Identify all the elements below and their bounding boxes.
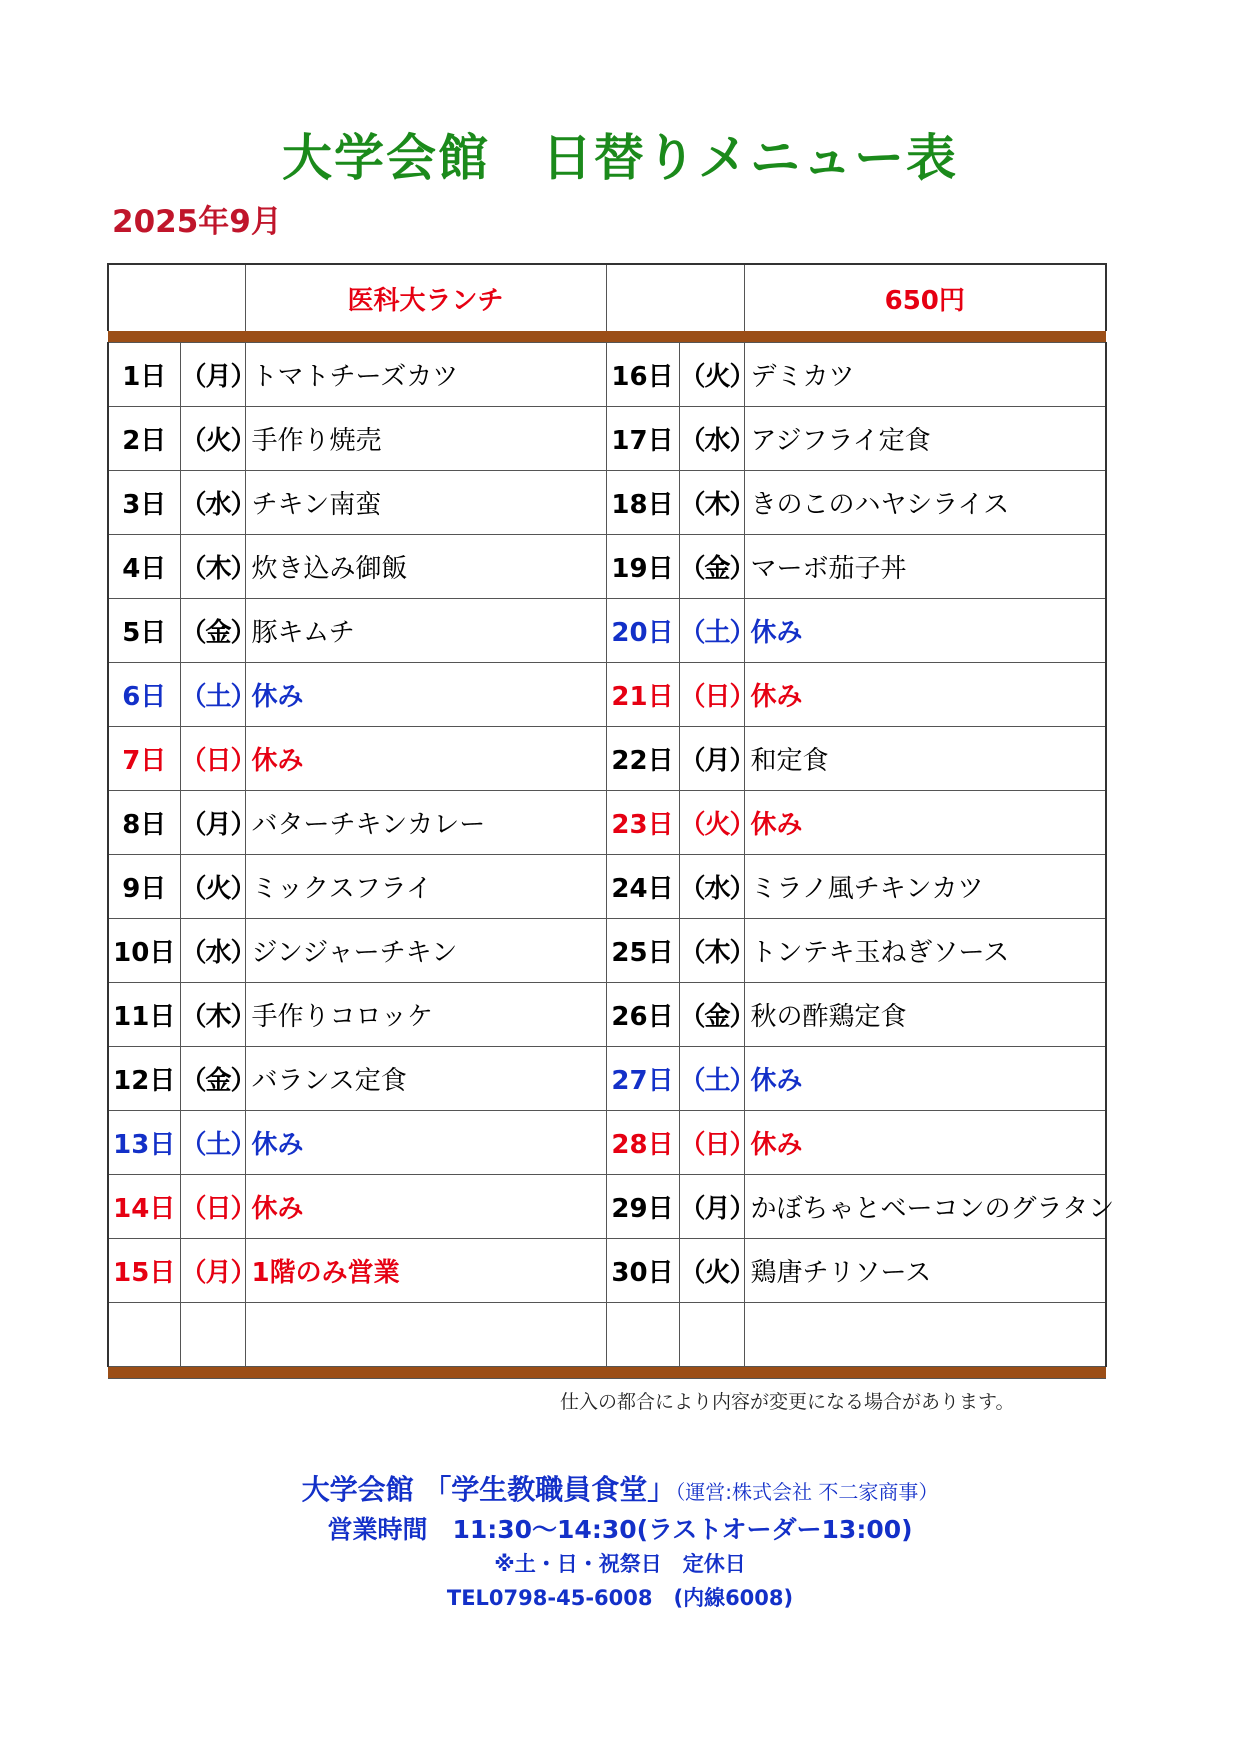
day-cell: 27日 [606,1047,679,1111]
dish-cell: マーボ茄子丼 [744,535,1106,599]
day-cell: 28日 [606,1111,679,1175]
table-row [108,343,1106,407]
table-row [108,1239,1106,1303]
lunch-price: 650円 [744,264,1106,331]
day-cell: 29日 [606,1175,679,1239]
table-row [108,599,1106,663]
day-cell: 22日 [606,727,679,791]
dish-cell: 休み [245,727,606,791]
weekday-cell: （日） [180,727,245,791]
dish-cell: トマトチーズカツ [245,343,606,407]
lunch-name: 医科大ランチ [245,264,606,331]
weekday-cell: （月） [180,791,245,855]
dish-cell: 休み [744,599,1106,663]
table-row [108,1047,1106,1111]
dish-cell: バランス定食 [245,1047,606,1111]
dish-cell: 休み [744,1047,1106,1111]
dish-cell: 1階のみ営業 [245,1239,606,1303]
dish-cell: 休み [245,663,606,727]
dish-cell: 秋の酢鶏定食 [744,983,1106,1047]
brown-divider-top [108,331,1106,343]
day-cell: 6日 [108,663,180,727]
page-title: 大学会館 日替りメニュー表 [282,129,958,187]
dish-cell: きのこのハヤシライス [744,471,1106,535]
venue-name: 大学会館 「学生教職員食堂」 [301,1473,676,1506]
weekday-cell: （日） [679,663,744,727]
weekday-cell: （金） [180,599,245,663]
table-row [108,727,1106,791]
dish-cell: デミカツ [744,343,1106,407]
day-cell: 21日 [606,663,679,727]
day-cell: 24日 [606,855,679,919]
weekday-cell: （金） [679,535,744,599]
day-cell: 19日 [606,535,679,599]
weekday-cell: （水） [180,919,245,983]
weekday-cell: （日） [679,1111,744,1175]
table-row [108,1111,1106,1175]
header-row [108,264,1106,331]
header-blank-left [108,264,245,331]
dish-cell: バターチキンカレー [245,791,606,855]
dish-cell: ジンジャーチキン [245,919,606,983]
dish-cell: 炊き込み御飯 [245,535,606,599]
day-cell: 14日 [108,1175,180,1239]
dish-cell: 休み [744,663,1106,727]
weekday-cell: （木） [180,535,245,599]
dish-cell: 鶏唐チリソース [744,1239,1106,1303]
weekday-cell: （水） [679,855,744,919]
weekday-cell: （木） [679,919,744,983]
day-cell: 17日 [606,407,679,471]
table-row [108,983,1106,1047]
dish-cell: ミラノ風チキンカツ [744,855,1106,919]
day-cell: 3日 [108,471,180,535]
dish-cell: かぼちゃとベーコンのグラタン [744,1175,1106,1239]
day-cell: 9日 [108,855,180,919]
day-cell: 8日 [108,791,180,855]
operator-name: （運営:株式会社 不二家商事） [675,1480,939,1504]
day-cell: 16日 [606,343,679,407]
day-cell: 30日 [606,1239,679,1303]
weekday-cell: （金） [180,1047,245,1111]
dish-cell: 休み [245,1111,606,1175]
weekday-cell: （火） [180,407,245,471]
day-cell: 4日 [108,535,180,599]
weekday-cell: （木） [679,471,744,535]
menu-rows [108,343,1115,1303]
day-cell: 12日 [108,1047,180,1111]
header-blank-right [606,264,744,331]
weekday-cell: （月） [180,1239,245,1303]
brown-divider-bottom [108,1367,1106,1379]
day-cell: 20日 [606,599,679,663]
weekday-cell: （火） [679,791,744,855]
weekday-cell: （土） [180,1111,245,1175]
weekday-cell: （水） [180,471,245,535]
table-row [108,1175,1106,1239]
weekday-cell: （水） [679,407,744,471]
month-label: 2025年9月 [112,204,282,240]
dish-cell: トンテキ玉ねぎソース [744,919,1106,983]
table-row [108,407,1106,471]
day-cell: 1日 [108,343,180,407]
day-cell: 15日 [108,1239,180,1303]
dish-cell: 和定食 [744,727,1106,791]
dish-cell: 休み [245,1175,606,1239]
dish-cell: ミックスフライ [245,855,606,919]
day-cell: 2日 [108,407,180,471]
weekday-cell: （月） [679,727,744,791]
weekday-cell: （火） [679,1239,744,1303]
table-row [108,791,1106,855]
dish-cell: 休み [744,1111,1106,1175]
day-cell: 5日 [108,599,180,663]
weekday-cell: （日） [180,1175,245,1239]
business-hours: 営業時間 11:30～14:30(ラストオーダー13:00) [327,1515,913,1544]
dish-cell: 手作り焼売 [245,407,606,471]
weekday-cell: （火） [180,855,245,919]
day-cell: 13日 [108,1111,180,1175]
dish-cell: アジフライ定食 [744,407,1106,471]
weekday-cell: （土） [679,1047,744,1111]
footer-venue-line [0,1468,1240,1508]
change-notice: 仕入の都合により内容が変更になる場合があります。 [560,1391,1015,1413]
day-cell: 26日 [606,983,679,1047]
day-cell: 10日 [108,919,180,983]
weekday-cell: （月） [679,1175,744,1239]
dish-cell: 豚キムチ [245,599,606,663]
dish-cell: 手作りコロッケ [245,983,606,1047]
closed-days: ※土・日・祝祭日 定休日 [494,1552,746,1576]
day-cell: 23日 [606,791,679,855]
weekday-cell: （火） [679,343,744,407]
phone-number: TEL0798-45-6008 (内線6008) [446,1586,794,1610]
weekday-cell: （土） [679,599,744,663]
empty-row [108,1303,1106,1367]
weekday-cell: （月） [180,343,245,407]
weekday-cell: （木） [180,983,245,1047]
day-cell: 18日 [606,471,679,535]
table-row [108,855,1106,919]
dish-cell: 休み [744,791,1106,855]
dish-cell: チキン南蛮 [245,471,606,535]
day-cell: 7日 [108,727,180,791]
weekday-cell: （金） [679,983,744,1047]
menu-table [107,263,1115,1379]
table-row [108,663,1106,727]
table-row [108,919,1106,983]
weekday-cell: （土） [180,663,245,727]
table-row [108,535,1106,599]
day-cell: 11日 [108,983,180,1047]
day-cell: 25日 [606,919,679,983]
table-row [108,471,1106,535]
